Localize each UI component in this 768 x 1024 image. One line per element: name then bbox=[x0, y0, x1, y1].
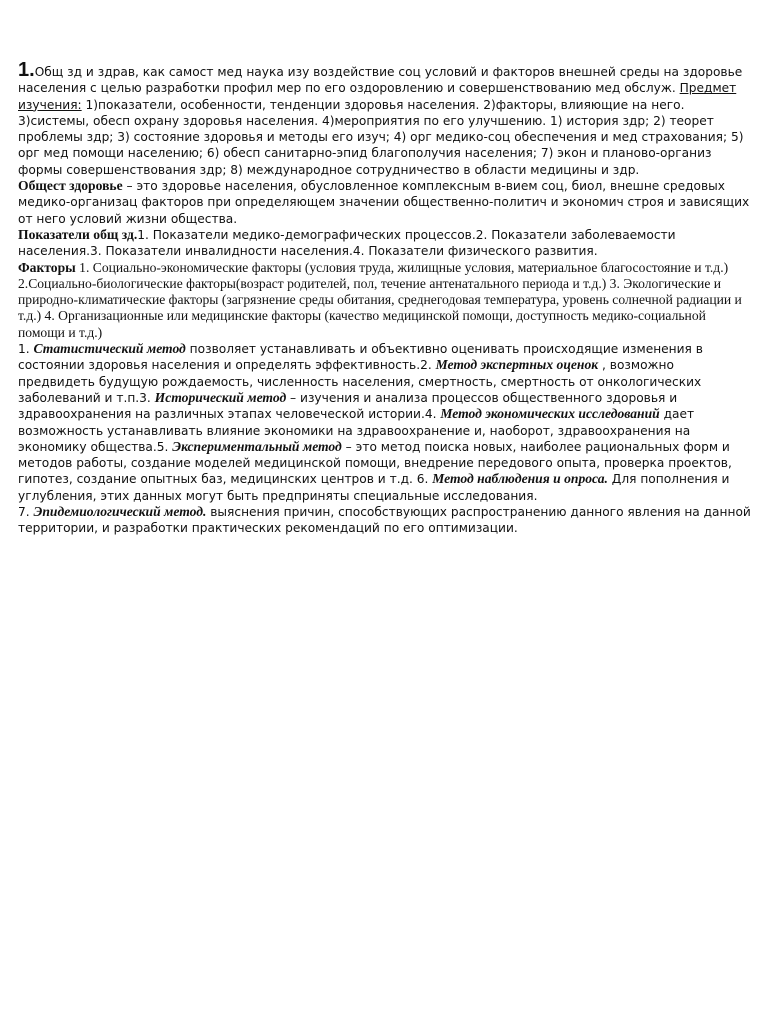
method-economic: Метод экономических исследований bbox=[440, 406, 660, 422]
subject-text: 1)показатели, особенности, тенденции здоровья населения. 2)факторы, влияющие на него. 3)системы, обесп охрану здоровья населения. 4)мероприятия по его улучшению. 1) история здр; 2) теорет проблемы здр; 3) состояние здоровья и методы его изуч; 4) орг медико-соц обеспечения и мед страхования; 5) орг мед помощи населению; 6) обесп санитарно-эпид благополучия населения; 7) экон и планово-организ формы совершенствования здр; 8) международное сотрудничество в области медицины и здр. bbox=[18, 97, 744, 177]
document-page bbox=[18, 59, 752, 537]
method-historical-text: – изучения и анализа процессов общественного здоровья и здравоохранения на различных этапах человеческой истории.4. bbox=[18, 390, 678, 422]
method-observation: Метод наблюдения и опроса. bbox=[432, 471, 608, 487]
public-health-definition: – это здоровье населения, обусловленное комплексным в-вием соц, биол, внешне средовых медико-организац факторов при определяющем значении общественно-политич и экономич строя и зависящих от него условий жизни общества. bbox=[18, 179, 750, 226]
factors-text: 1. Социально-экономические факторы (условия труда, жилищные условия, материальное благосостояние и т.д.) 2.Социально-биологические факторы(возраст родителей, пол, течение антенатального периода и т.д.) 3. Экологические и природно-климатические факторы (загрязнение среды обитания, среднегодовая температура, уровень солнечной радиации и т.д.) 4. Организационные или медицинские факторы (качество медицинской помощи, доступность медико-социальной помощи и т.д.) bbox=[18, 259, 742, 340]
paragraph-intro bbox=[18, 59, 752, 178]
method-epidemiological: Эпидемиологический метод. bbox=[33, 504, 207, 520]
method-expert: Метод экспертных оценок bbox=[435, 357, 599, 373]
section-number: 1. bbox=[18, 59, 35, 81]
paragraph-indicators bbox=[18, 227, 752, 260]
method-experimental-text: – это метод поиска новых, наиболее рациональных форм и методов работы, создание моделей медицинской помощи, внедрение передового опыта, проверка проектов, гипотез, создание опытных баз, медицинских центров и т.д. 6. bbox=[18, 439, 732, 487]
method-expert-text: , возможно предвидеть будущую рождаемость, численность населения, смертность, смертность от онкологических заболеваний и т.п.3. bbox=[18, 358, 702, 405]
paragraph-public-health bbox=[18, 178, 752, 227]
public-health-term: Общест здоровье bbox=[18, 178, 123, 194]
paragraph-methods bbox=[18, 341, 752, 504]
method-economic-text: дает возможность устанавливать влияние экономики на здравоохранение и, наоборот, здравоохранения на экономику общества.5. bbox=[18, 407, 695, 454]
intro-text: Общ зд и здрав, как самост мед наука изу воздействие соц условий и факторов внешней среды на здоровье населения с целью разработки профил мер по его оздоровлению и совершенствованию мед обслуж. bbox=[18, 65, 743, 96]
subject-heading: Предмет изучения: bbox=[18, 81, 737, 112]
method-experimental: Экспериментальный метод bbox=[172, 438, 342, 454]
method-observation-text: Для пополнения и углубления, этих данных могут быть предприняты специальные исследования. bbox=[18, 472, 730, 503]
indicators-text: 1. Показатели медико-демографических процессов.2. Показатели заболеваемости населения.3. Показатели инвалидности населения.4. Показатели физического развития. bbox=[18, 227, 676, 259]
indicators-term: Показатели общ зд. bbox=[18, 226, 138, 242]
method-epidemiological-text: выяснения причин, способствующих распространению данного явления на данной территории, и разработки практических рекомендаций по его оптимизации. bbox=[18, 505, 751, 536]
method-historical: Исторический метод bbox=[154, 389, 287, 405]
epidemiological-number: 7. bbox=[18, 505, 34, 520]
method-statistical-text: позволяет устанавливать и объективно оценивать происходящие изменения в состоянии здоровья населения и определять эффективность.2. bbox=[18, 342, 703, 373]
method-statistical: Статистический метод bbox=[33, 341, 186, 357]
paragraph-factors bbox=[18, 260, 752, 341]
paragraph-epidemiological bbox=[18, 504, 752, 537]
factors-term: Факторы bbox=[18, 259, 76, 275]
methods-number: 1. bbox=[18, 342, 34, 357]
